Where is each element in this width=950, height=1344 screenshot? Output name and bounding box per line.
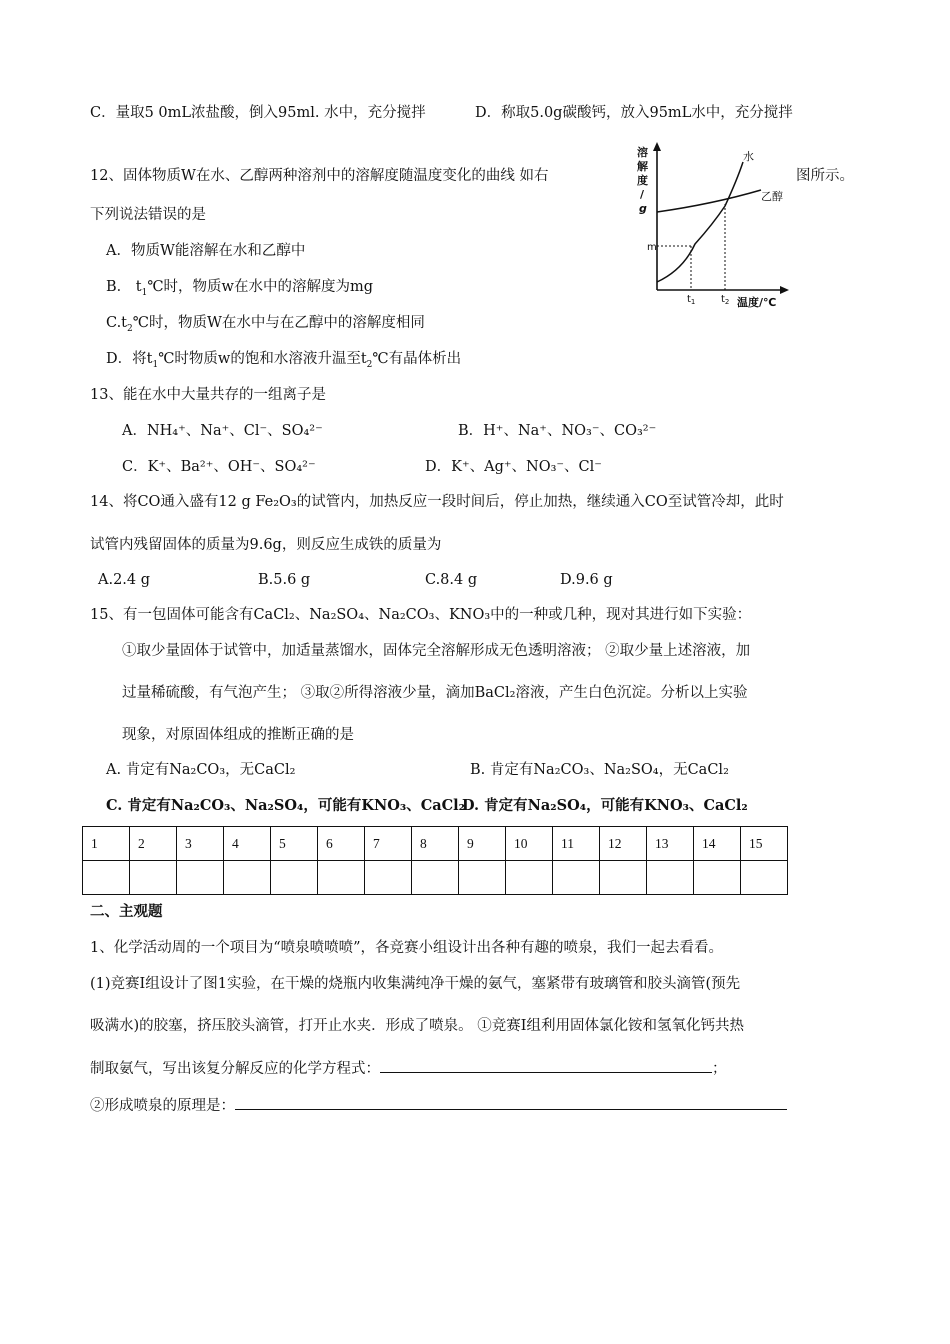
- q13-option-c: C．K⁺、Ba²⁺、OH⁻、SO₄²⁻: [122, 459, 316, 475]
- answer-cell[interactable]: [412, 861, 459, 895]
- answer-cell[interactable]: [318, 861, 365, 895]
- ylabel-char-1: 溶: [637, 146, 648, 159]
- t2-label: $t_2$: [721, 294, 730, 306]
- answer-cell[interactable]: [553, 861, 600, 895]
- q15-experiment-line-3: 现象，对原固体组成的推断正确的是: [122, 727, 354, 743]
- ethanol-label: 乙醇: [761, 190, 783, 203]
- answer-cell[interactable]: [459, 861, 506, 895]
- q15-option-b: B. 肯定有Na₂CO₃、Na₂SO₄，无CaCl₂: [470, 762, 729, 778]
- water-curve: [657, 162, 743, 282]
- t1-label: $t_1$: [687, 294, 696, 306]
- ylabel-char-3: 度: [637, 174, 648, 187]
- answer-cell[interactable]: [271, 861, 318, 895]
- answer-cell[interactable]: [647, 861, 694, 895]
- q12-stem-question: 下列说法错误的是: [90, 207, 206, 223]
- question-number-cell: 2: [130, 827, 177, 861]
- q13-option-b: B．H⁺、Na⁺、NO₃⁻、CO₃²⁻: [458, 423, 657, 439]
- ylabel-char-4: /: [640, 188, 645, 201]
- answer-cell[interactable]: [741, 861, 788, 895]
- xlabel: 温度/℃: [737, 296, 777, 309]
- s2-q1-stem: 1、化学活动周的一个项目为“喷泉喷喷喷”，各竞赛小组设计出各种有趣的喷泉，我们一起去看看。: [90, 940, 724, 956]
- question-number-cell: 6: [318, 827, 365, 861]
- q15-option-d: D. 肯定有Na₂SO₄，可能有KNO₃、CaCl₂: [462, 797, 748, 814]
- answer-cell[interactable]: [600, 861, 647, 895]
- s2-q1-part1-line3: 制取氨气，写出该复分解反应的化学方程式： ；: [90, 1058, 727, 1079]
- q13-option-a: A．NH₄⁺、Na⁺、Cl⁻、SO₄²⁻: [122, 423, 323, 439]
- q12-option-a: A．物质W能溶解在水和乙醇中: [106, 243, 306, 259]
- question-number-cell: 5: [271, 827, 318, 861]
- answer-cell[interactable]: [224, 861, 271, 895]
- question-number-cell: 10: [506, 827, 553, 861]
- ylabel-char-2: 解: [637, 160, 648, 173]
- ylabel-char-5: g: [639, 202, 647, 215]
- equation-answer-blank[interactable]: [380, 1058, 712, 1073]
- question-number-cell: 9: [459, 827, 506, 861]
- q11-option-d: D．称取5.0g碳酸钙，放入95mL水中，充分搅拌: [475, 105, 793, 121]
- answer-cell[interactable]: [177, 861, 224, 895]
- answer-cell[interactable]: [506, 861, 553, 895]
- q13-stem: 13、能在水中大量共存的一组离子是: [90, 387, 326, 403]
- question-number-cell: 12: [600, 827, 647, 861]
- answer-cell[interactable]: [365, 861, 412, 895]
- ethanol-curve: [657, 190, 761, 212]
- q13-option-d: D．K⁺、Ag⁺、NO₃⁻、Cl⁻: [425, 459, 602, 475]
- answer-table-number-row: [83, 827, 788, 861]
- q15-stem: 15、有一包固体可能含有CaCl₂、Na₂SO₄、Na₂CO₃、KNO₃中的一种或几种，现对其进行如下实验：: [90, 607, 752, 623]
- m-label: m: [647, 242, 657, 253]
- q14-option-a: A.2.4 g: [98, 572, 151, 588]
- q11-option-c: C．量取5 0mL浓盐酸，倒入95ml. 水中，充分搅拌: [90, 105, 426, 121]
- solubility-graph: [633, 140, 793, 312]
- q12-option-d: D．将$t_1℃$时物质w的饱和水溶液升温至$t_2℃$有晶体析出: [106, 351, 462, 370]
- q14-stem-2: 试管内残留固体的质量为9.6g，则反应生成铁的质量为: [90, 537, 442, 553]
- s2-q1-part1-line2: 吸满水)的胶塞，挤压胶头滴管，打开止水夹．形成了喷泉。 ①竞赛I组利用固体氯化铵和氢氧化钙共热: [90, 1018, 744, 1034]
- question-number-cell: 14: [694, 827, 741, 861]
- y-axis-arrow: [653, 142, 661, 151]
- question-number-cell: 11: [553, 827, 600, 861]
- q15-experiment-line-1: ①取少量固体于试管中，加适量蒸馏水，固体完全溶解形成无色透明溶液； ②取少量上述溶液，加: [122, 643, 751, 659]
- s2-q1-part1-line1: (1)竞赛I组设计了图1实验，在干燥的烧瓶内收集满纯净干燥的氨气，塞紧带有玻璃管和胶头滴管(预先: [90, 976, 741, 992]
- water-label: 水: [743, 150, 754, 163]
- question-number-cell: 7: [365, 827, 412, 861]
- q12-option-b: B． $t_1℃$时，物质w在水中的溶解度为mg: [106, 279, 373, 298]
- question-number-cell: 4: [224, 827, 271, 861]
- q14-option-c: C.8.4 g: [425, 572, 478, 588]
- question-number-cell: 13: [647, 827, 694, 861]
- s2-q1-part2: ②形成喷泉的原理是：: [90, 1095, 787, 1116]
- question-number-cell: 3: [177, 827, 224, 861]
- q15-option-a: A. 肯定有Na₂CO₃，无CaCl₂: [106, 762, 296, 778]
- q14-option-b: B.5.6 g: [258, 572, 311, 588]
- answer-cell[interactable]: [694, 861, 741, 895]
- q12-stem-tail: 图所示。: [796, 168, 854, 184]
- q12-stem: 12、固体物质W在水、乙醇两种溶剂中的溶解度随温度变化的曲线 如右: [90, 168, 549, 184]
- x-axis-arrow: [780, 286, 789, 294]
- q14-option-d: D.9.6 g: [560, 572, 613, 588]
- answer-table-answer-row: [83, 861, 788, 895]
- answer-table: [82, 826, 788, 895]
- question-number-cell: 15: [741, 827, 788, 861]
- answer-cell[interactable]: [83, 861, 130, 895]
- q15-option-c: C. 肯定有Na₂CO₃、Na₂SO₄，可能有KNO₃、CaCl₂: [106, 797, 466, 814]
- question-number-cell: 1: [83, 827, 130, 861]
- principle-answer-blank[interactable]: [235, 1095, 787, 1110]
- q12-option-c: $C.t_2℃$时，物质W在水中与在乙醇中的溶解度相同: [106, 315, 425, 334]
- q15-experiment-line-2: 过量稀硫酸，有气泡产生； ③取②所得溶液少量，滴加BaCl₂溶液，产生白色沉淀。分析以上实验: [122, 685, 748, 701]
- q14-stem: 14、将CO通入盛有12 g Fe₂O₃的试管内，加热反应一段时间后，停止加热，继续通入CO至试管冷却，此时: [90, 494, 784, 510]
- section-title: 二、主观题: [90, 903, 163, 920]
- answer-cell[interactable]: [130, 861, 177, 895]
- question-number-cell: 8: [412, 827, 459, 861]
